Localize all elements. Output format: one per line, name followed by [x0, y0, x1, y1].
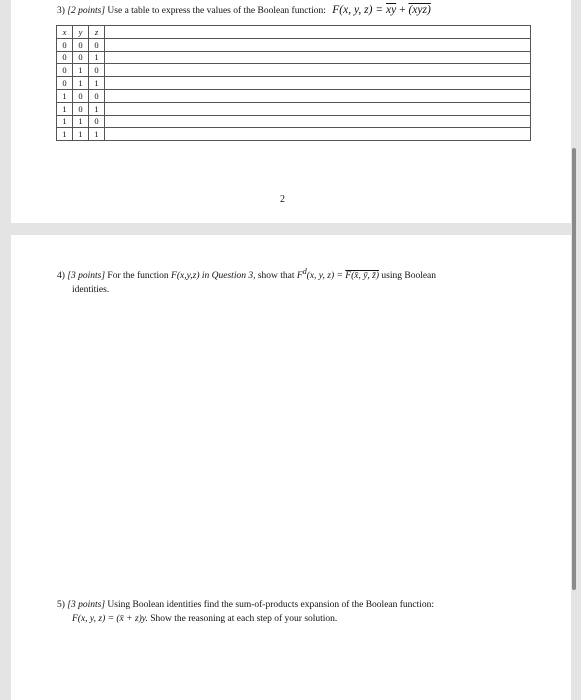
question-3 — [57, 4, 431, 18]
table-row: 0 1 0 — [57, 64, 531, 77]
question-number: 3) — [57, 6, 65, 16]
document-page-1 — [11, 0, 571, 223]
table-row: 1 1 0 — [57, 115, 531, 128]
column-header-x: x — [57, 26, 73, 39]
column-header-y: y — [73, 26, 89, 39]
boolean-function: F(x, y, z) = (x̄ + z)y. — [72, 614, 148, 624]
dual-function: $F^d(x$, y, z) = F(x̄, ȳ, z̄) — [296, 267, 380, 282]
question-5: 5) [3 points] Using Boolean identities find the sum-of-products expansion of the Boolean function: F(x, y, z) = (x̄ + z)y. Show the reasoning at each step of your solution. — [57, 600, 435, 624]
table-row: 1 1 1 — [57, 128, 531, 141]
question-points: [2 points] — [67, 6, 106, 16]
truth-table — [56, 25, 531, 141]
table-row: 1 0 1 — [57, 102, 531, 115]
truth-table-header — [57, 26, 531, 39]
table-row: 0 1 1 — [57, 77, 531, 90]
question-text: Use a table to express the values of the Boolean function: — [107, 6, 326, 16]
answer-column-blank — [105, 26, 531, 39]
question-points: [3 points] — [67, 600, 106, 610]
page-number: 2 — [280, 194, 285, 205]
table-row: 0 0 1 — [57, 51, 531, 64]
table-row: 0 0 0 — [57, 38, 531, 51]
question-number: 4) — [57, 271, 65, 282]
column-header-z: z — [89, 26, 105, 39]
question-number: 5) — [57, 600, 65, 610]
boolean-function: F(x, y, $z) = \overline{xy} + (xyz)$ — [332, 4, 431, 16]
question-4: 4) [3 points] For the function F(x,y,z) in Question 3, show that $F^d(x$, y, z) = F(x̄, ȳ, z̄) using Boolean identities. — [57, 267, 437, 296]
scrollbar-thumb[interactable] — [572, 148, 576, 590]
document-page-2 — [11, 235, 571, 700]
question-points: [3 points] — [67, 271, 106, 282]
table-row: 1 0 0 — [57, 89, 531, 102]
